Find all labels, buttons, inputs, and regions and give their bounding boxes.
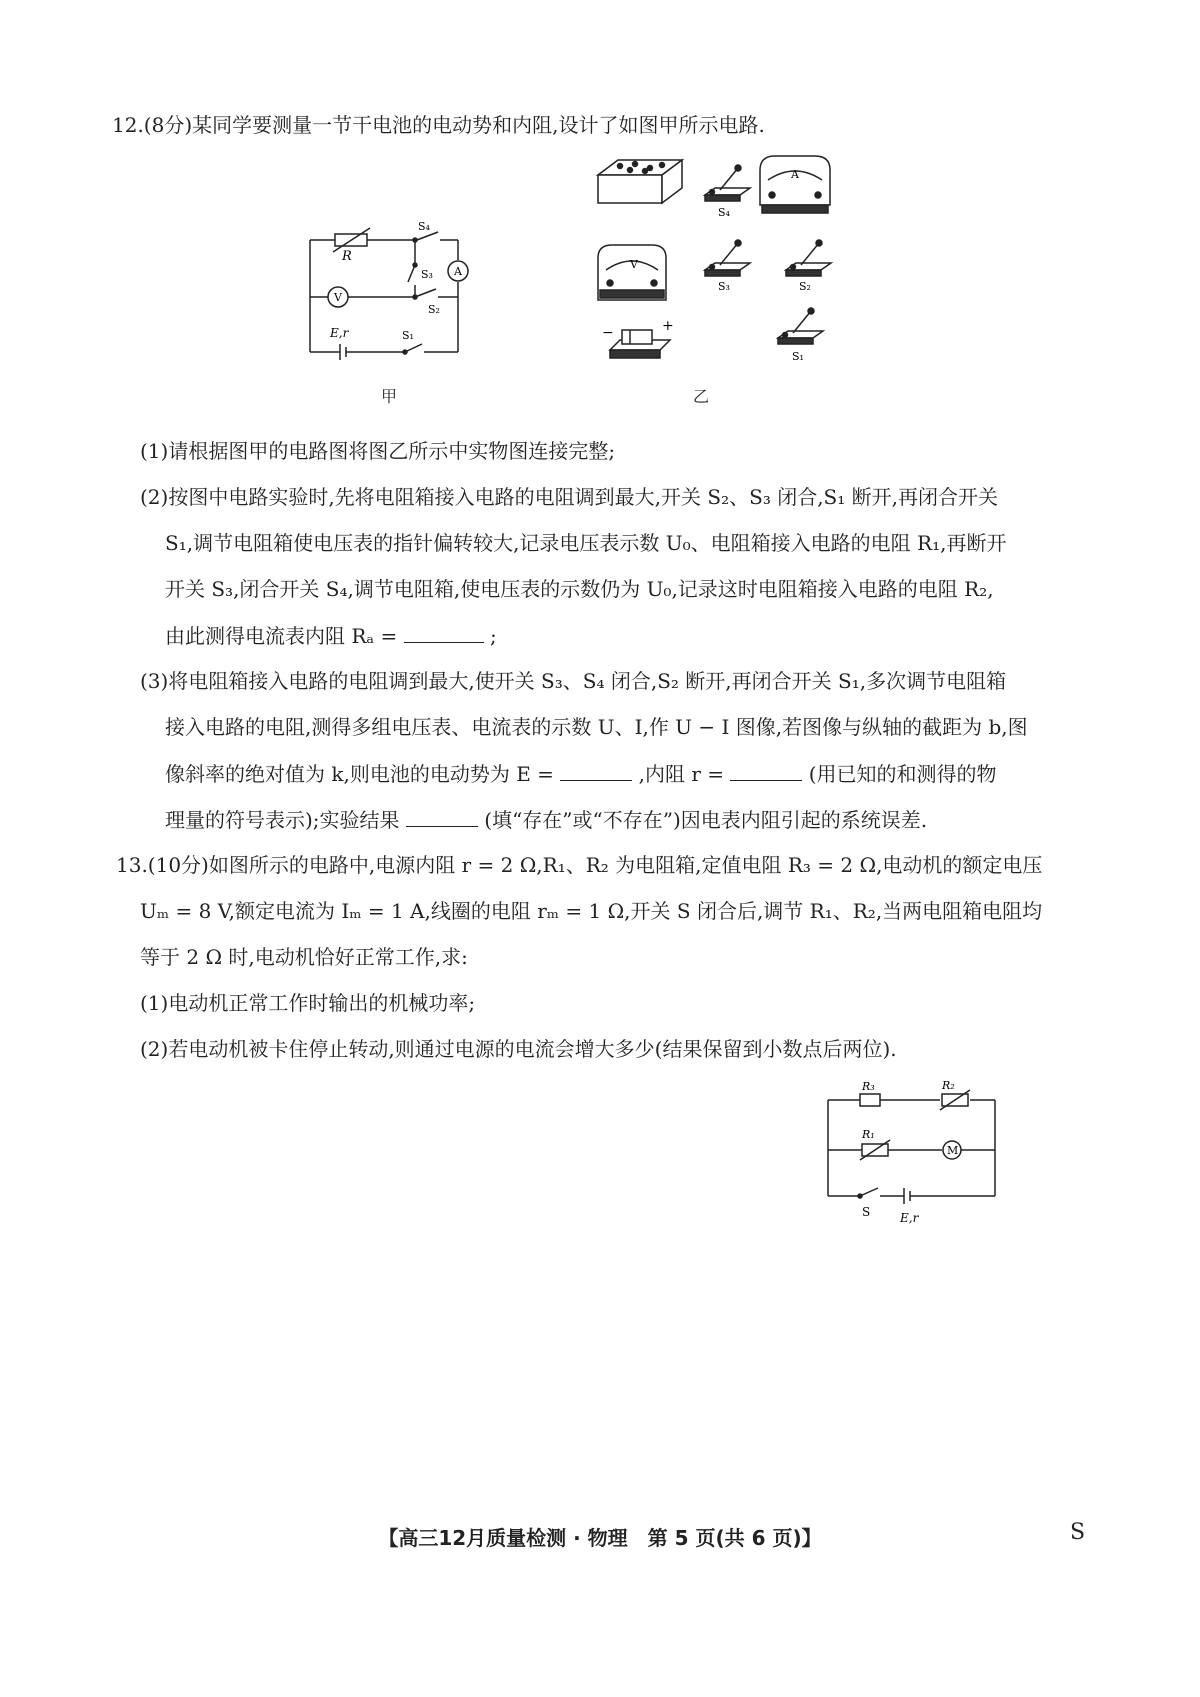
- q12-part2-line4-text: 由此测得电流表内阻 Rₐ =: [165, 624, 398, 648]
- fig-yi-label-s4: S₄: [718, 206, 730, 219]
- figure-q13-circuit: [820, 1078, 1005, 1228]
- q12-part2-line2: S₁,调节电阻箱使电压表的指针偏转较大,记录电压表示数 U₀、电阻箱接入电路的电阻 R₁,再断开: [165, 531, 1007, 555]
- figure-jia-caption: 甲: [381, 387, 398, 406]
- q12-part3-line4-text-a: 理量的符号表示);实验结果: [165, 808, 400, 832]
- fig-jia-label-s3: S₃: [421, 268, 433, 281]
- fig-yi-ammeter-label: A: [791, 168, 799, 181]
- corner-mark: S: [1070, 1520, 1086, 1545]
- q12-part2-line3: 开关 S₃,闭合开关 S₄,调节电阻箱,使电压表的示数仍为 U₀,记录这时电阻箱接入电路的电阻 R₂,: [165, 577, 994, 601]
- battery-icon: [610, 330, 670, 358]
- q12-stem: 12.(8分)某同学要测量一节干电池的电动势和内阻,设计了如图甲所示电路.: [112, 113, 765, 137]
- answer-blank-ra[interactable]: [404, 622, 484, 643]
- q12-part3-line4-text-b: (填“存在”或“不存在”)因电表内阻引起的系统误差.: [484, 808, 928, 832]
- fig-yi-voltmeter-label: V: [630, 258, 638, 271]
- fig-jia-voltmeter-label: V: [334, 291, 342, 304]
- switch-s1-icon: [778, 308, 823, 344]
- fig-q13-label-r2: R₂: [942, 1079, 955, 1092]
- answer-blank-error[interactable]: [406, 806, 478, 827]
- answer-blank-e[interactable]: [560, 760, 632, 781]
- figure-yi-caption: 乙: [693, 387, 710, 406]
- ammeter-icon: [760, 156, 830, 213]
- q12-part2-line1: (2)按图中电路实验时,先将电阻箱接入电路的电阻调到最大,开关 S₂、S₃ 闭合,S₁ 断开,再闭合开关: [140, 485, 998, 509]
- q12-part2-line4: [165, 622, 497, 649]
- fig-q13-label-s: S: [862, 1205, 871, 1219]
- q12-part3-line4: [165, 806, 927, 833]
- q13-part2: (2)若电动机被卡住停止转动,则通过电源的电流会增大多少(结果保留到小数点后两位).: [140, 1037, 897, 1061]
- switch-s3-icon: [705, 240, 750, 276]
- switch-s2-icon: [786, 240, 831, 276]
- q12-part3-line3-text-c: (用已知的和测得的物: [808, 762, 997, 786]
- page-footer: 【高三12月质量检测 · 物理 第 5 页(共 6 页)】: [378, 1526, 822, 1550]
- fig-jia-label-s1: S₁: [402, 329, 414, 342]
- q13-line2: Uₘ = 8 V,额定电流为 Iₘ = 1 A,线圈的电阻 rₘ = 1 Ω,开关 S 闭合后,调节 R₁、R₂,当两电阻箱电阻均: [140, 899, 1043, 923]
- fig-q13-motor-label: M: [947, 1144, 959, 1157]
- figure-yi-apparatus: [590, 150, 900, 410]
- q12-part3-line3-text-b: ,内阻 r =: [638, 762, 725, 786]
- voltmeter-icon: [598, 245, 666, 300]
- fig-q13-label-r1: R₁: [862, 1128, 875, 1141]
- fig-jia-label-s2: S₂: [428, 303, 440, 316]
- fig-yi-plus-label: +: [662, 318, 674, 334]
- q12-part3-line3: [165, 760, 997, 787]
- q13-line3: 等于 2 Ω 时,电动机恰好正常工作,求:: [140, 945, 468, 969]
- figure-jia-circuit: [300, 210, 480, 405]
- fig-yi-label-s1: S₁: [792, 350, 804, 363]
- resistance-box-icon: [598, 160, 682, 203]
- q13-part1: (1)电动机正常工作时输出的机械功率;: [140, 991, 476, 1015]
- fig-jia-label-er: E,r: [330, 326, 349, 340]
- fig-jia-ammeter-label: A: [454, 265, 462, 278]
- answer-blank-r[interactable]: [730, 760, 802, 781]
- q12-part1: (1)请根据图甲的电路图将图乙所示中实物图连接完整;: [140, 439, 616, 463]
- fig-yi-label-s3: S₃: [718, 280, 730, 293]
- q13-line1: 13.(10分)如图所示的电路中,电源内阻 r = 2 Ω,R₁、R₂ 为电阻箱,定值电阻 R₃ = 2 Ω,电动机的额定电压: [116, 853, 1043, 877]
- fig-yi-minus-label: −: [602, 325, 614, 341]
- fig-q13-label-r3: R₃: [862, 1080, 875, 1093]
- fig-jia-label-r: R: [342, 249, 352, 264]
- switch-s4-icon: [705, 165, 750, 201]
- fig-q13-label-er: E,r: [900, 1211, 919, 1225]
- q12-part2-line4-end: ;: [489, 624, 497, 648]
- fig-jia-label-s4: S₄: [418, 220, 430, 233]
- fig-yi-label-s2: S₂: [799, 280, 811, 293]
- q12-part3-line3-text-a: 像斜率的绝对值为 k,则电池的电动势为 E =: [165, 762, 554, 786]
- q12-part3-line1: (3)将电阻箱接入电路的电阻调到最大,使开关 S₃、S₄ 闭合,S₂ 断开,再闭合开关 S₁,多次调节电阻箱: [140, 669, 1007, 693]
- q12-part3-line2: 接入电路的电阻,测得多组电压表、电流表的示数 U、I,作 U − I 图像,若图像与纵轴的截距为 b,图: [165, 715, 1028, 739]
